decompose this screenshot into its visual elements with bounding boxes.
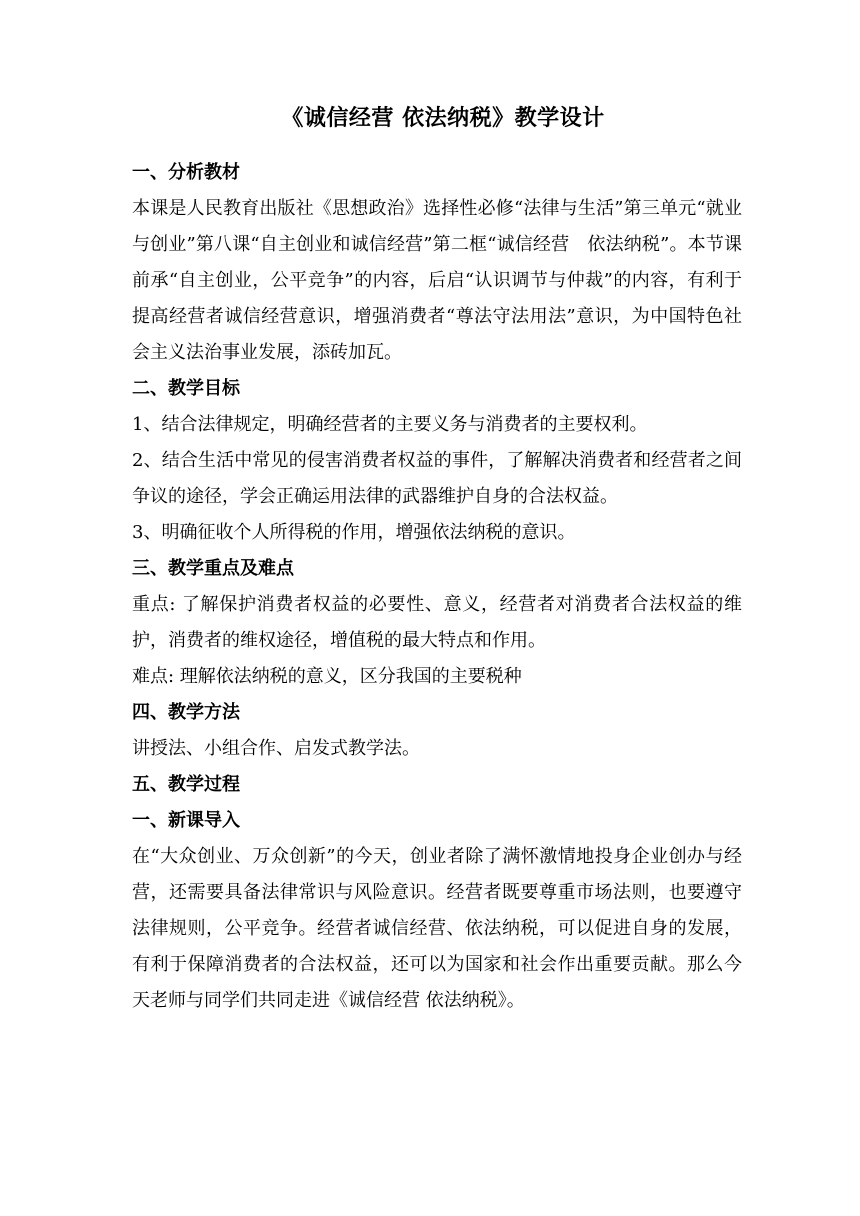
section-heading-analysis: 一、分析教材 — [132, 162, 240, 183]
section-heading-key-points: 三、教学重点及难点 — [132, 558, 294, 579]
difficult-point-paragraph: 难点: 理解依法纳税的意义，区分我国的主要税种 — [132, 666, 522, 687]
section-heading-process: 五、教学过程 — [132, 774, 240, 795]
methods-paragraph: 讲授法、小组合作、启发式教学法。 — [132, 738, 420, 759]
key-point-paragraph: 重点: 了解保护消费者权益的必要性、意义，经营者对消费者合法权益的维护，消费者的维权途径，增值税的最大特点和作用。 — [132, 594, 742, 651]
objective-item-1: 1、结合法律规定，明确经营者的主要义务与消费者的主要权利。 — [132, 414, 648, 435]
document-title: 《诚信经营 依法纳税》教学设计 — [281, 106, 605, 131]
introduction-paragraph: 在“大众创业、万众创新”的今天，创业者除了满怀激情地投身企业创办与经营，还需要具备法律常识与风险意识。经营者既要尊重市场法则，也要遵守法律规则，公平竞争。经营者诚信经营、依法纳税，可以促进自身的发展，有利于保障消费者的合法权益，还可以为国家和社会作出重要贡献。那么今天老师与同学们共同走进《诚信经营 依法纳税》。 — [132, 846, 742, 1011]
analysis-paragraph: 本课是人民教育出版社《思想政治》选择性必修“法律与生活”第三单元“就业与创业”第八课“自主创业和诚信经营”第二框“诚信经营 依法纳税”。本节课前承“自主创业，公平竞争”的内容，后启“认识调节与仲裁”的内容，有利于提高经营者诚信经营意识，增强消费者“尊法守法用法”意识，为中国特色社会主义法治事业发展，添砖加瓦。 — [132, 198, 742, 363]
section-heading-objectives: 二、教学目标 — [132, 378, 240, 399]
section-heading-methods: 四、教学方法 — [132, 702, 240, 723]
section-heading-introduction: 一、新课导入 — [132, 810, 240, 831]
document-body — [132, 155, 742, 1019]
objective-item-3: 3、明确征收个人所得税的作用，增强依法纳税的意识。 — [132, 522, 576, 543]
objective-item-2: 2、结合生活中常见的侵害消费者权益的事件，了解解决消费者和经营者之间争议的途径，学会正确运用法律的武器维护自身的合法权益。 — [132, 450, 742, 507]
